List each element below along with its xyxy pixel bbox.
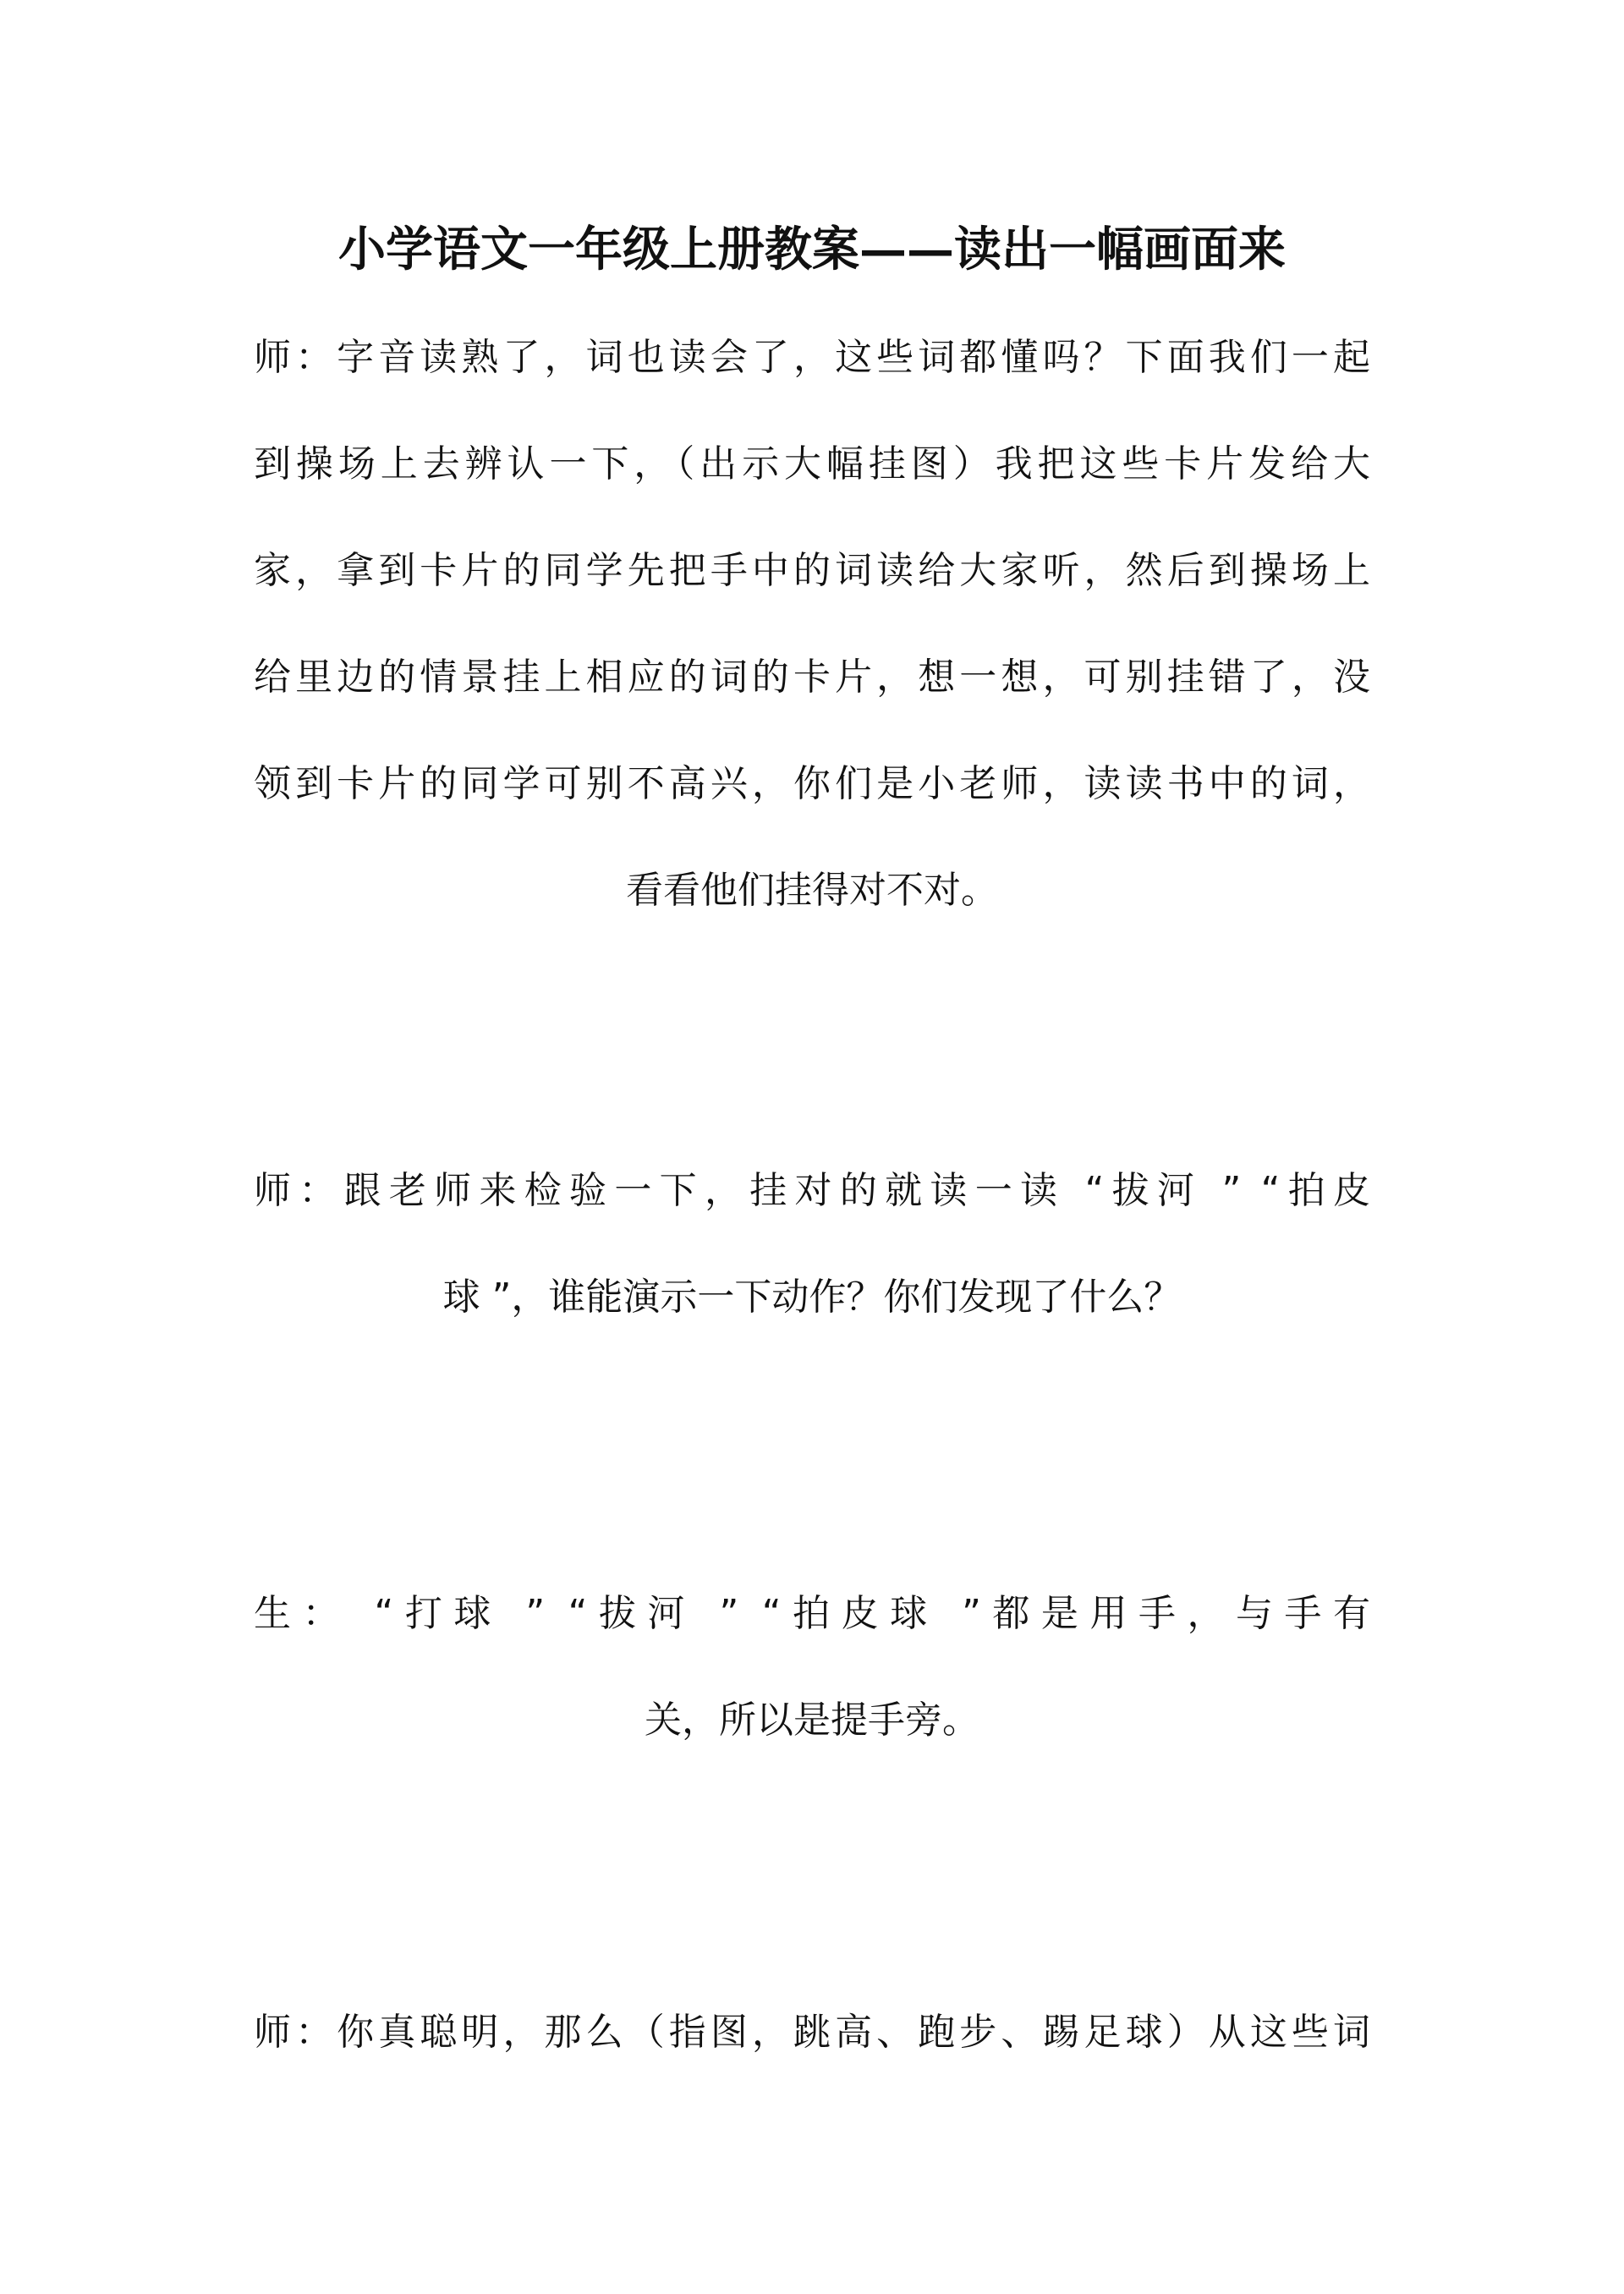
paragraph-teacher-intro	[254, 305, 1370, 944]
paragraph-student-answer	[254, 1561, 1370, 1774]
document-title: 小学语文一年级上册教案——读出一幅画面来	[338, 222, 1286, 277]
paragraph-teacher-check	[254, 1138, 1370, 1351]
text-line: 看看他们挂得对不对。	[626, 869, 998, 912]
text-line: 关，所以是提手旁。	[645, 1699, 979, 1742]
text-line: 生： “打球 ” “拔河 ” “拍皮球 ”都是用手，与手有	[254, 1592, 1370, 1635]
text-line: 师：跟老师来检验一下，挂对的就读一读 “拔河 ” “拍皮	[254, 1169, 1370, 1212]
text-line: 领到卡片的同学可别不高兴，你们是小老师，读读书中的词，	[254, 762, 1370, 805]
text-line: 师：你真聪明，那么（指图，跳高、跑步、踢足球）从这些词	[254, 2011, 1370, 2054]
text-line: 给里边的情景挂上相应的词的卡片，想一想，可别挂错了，没	[254, 656, 1370, 699]
text-line: 家，拿到卡片的同学先把手中的词读给大家听，然后到操场上	[254, 549, 1370, 592]
text-line: 到操场上去辨认一下，（出示大幅挂图）我把这些卡片发给大	[254, 442, 1370, 486]
text-line: 球 ”，谁能演示一下动作？你们发现了什么？	[442, 1276, 1182, 1319]
paragraph-teacher-praise	[254, 1979, 1370, 2086]
text-line: 师：字音读熟了，词也读会了，这些词都懂吗？下面我们一起	[254, 336, 1370, 379]
